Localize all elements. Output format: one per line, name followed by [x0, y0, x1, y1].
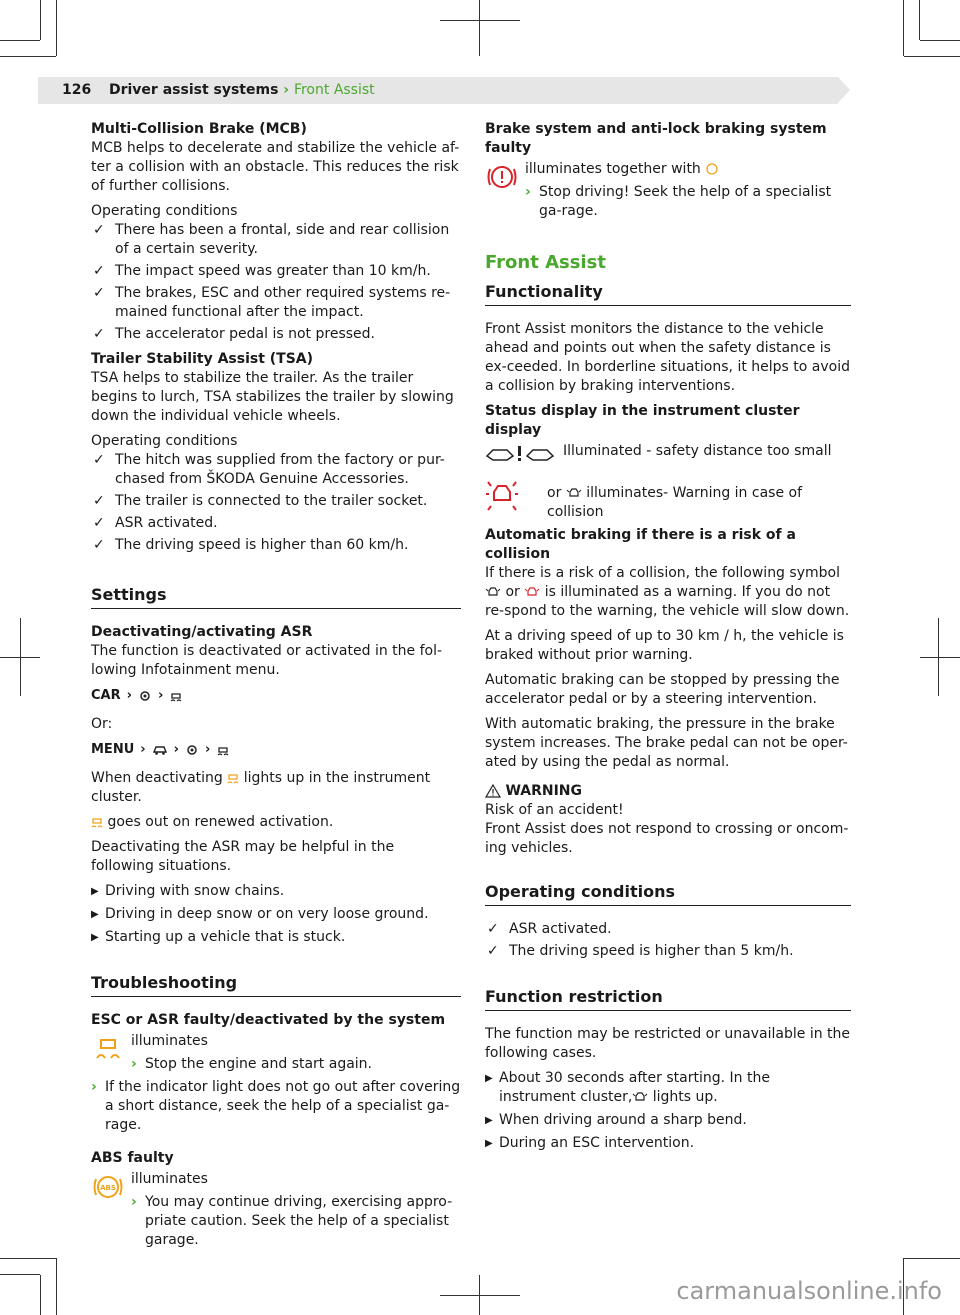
check-text: The accelerator pedal is not pressed. — [115, 326, 375, 342]
operating-conditions-heading: Operating conditions — [485, 882, 851, 906]
esc-action-text: Stop the engine and start again. — [145, 1056, 373, 1072]
deactivate-text-after: lights up in the instrument cluster. — [91, 770, 431, 805]
settings-cog-icon — [138, 689, 152, 703]
warning-block — [485, 782, 851, 858]
crop-mark — [920, 40, 960, 41]
warning-text-1: Risk of an accident! — [485, 802, 624, 818]
check-text: The driving speed is higher than 5 km/h. — [509, 943, 794, 959]
brake-illuminates-text: illuminates together with — [525, 161, 701, 177]
status-collision-text: illuminates- Warning in case of collision — [547, 485, 803, 520]
auto-braking-text-1: If there is a risk of a collision, the following symbol — [485, 565, 840, 581]
esc-action — [131, 1055, 461, 1074]
left-column — [91, 120, 461, 1254]
asr-title: Deactivating/activating ASR — [91, 624, 313, 640]
abs-fault-title: ABS faulty — [91, 1150, 174, 1166]
restriction-text: The function may be restricted or unavailable in the following cases. — [485, 1026, 851, 1061]
arrow-bullet-icon: › — [525, 184, 531, 200]
esc-indicator-row — [91, 1032, 461, 1074]
vehicle-icon — [152, 743, 168, 757]
abs-small-icon — [705, 162, 719, 176]
arrow-bullet-icon: › — [91, 1079, 97, 1095]
breadcrumb-topic[interactable]: Front Assist — [293, 82, 375, 98]
check-item — [91, 262, 461, 281]
crop-mark — [920, 657, 960, 658]
check-text: The hitch was supplied from the factory or pur-chased from ŠKODA Genuine Accessories. — [115, 452, 445, 487]
crop-mark — [56, 0, 57, 56]
check-item — [485, 920, 851, 939]
triangle-bullet-icon: ▶ — [485, 1115, 493, 1126]
abs-illuminates: illuminates — [131, 1171, 208, 1187]
list-item — [91, 905, 461, 924]
collision-warning-icon — [485, 585, 501, 599]
warning-title: WARNING — [505, 783, 583, 799]
status-distance-text: Illuminated - safety distance too small — [563, 443, 832, 459]
triangle-bullet-icon: ▶ — [485, 1073, 493, 1084]
triangle-bullet-icon: ▶ — [91, 886, 99, 897]
troubleshooting-heading: Troubleshooting — [91, 973, 461, 997]
goes-out-label: goes out on renewed activation. — [107, 814, 334, 830]
list-item-text: Driving in deep snow or on very loose ground. — [105, 906, 429, 922]
header-arrow — [838, 77, 850, 103]
check-item — [91, 451, 461, 489]
status-row-collision — [485, 478, 851, 522]
crop-mark — [0, 56, 56, 57]
list-item-text: Driving with snow chains. — [105, 883, 285, 899]
crop-mark — [919, 0, 920, 40]
esc-car-icon — [169, 689, 183, 703]
front-assist-heading: Front Assist — [485, 252, 606, 273]
restriction-item-text-a: About 30 seconds after starting. In the instrument cluster, — [499, 1070, 770, 1105]
check-text: ASR activated. — [115, 515, 218, 531]
auto-braking-text-2: is illuminated as a warning. If you do not re-spond to the warning, the vehicle will slow down. — [485, 584, 850, 619]
crop-mark — [0, 657, 40, 658]
auto-braking-block — [485, 526, 851, 621]
list-item-text: When driving around a sharp bend. — [499, 1112, 747, 1128]
operating-conditions-label: Operating conditions — [91, 433, 238, 449]
arrow-bullet-icon: › — [131, 1056, 137, 1072]
page-number: 126 — [62, 82, 92, 98]
check-text: The impact speed was greater than 10 km/h. — [115, 263, 431, 279]
triangle-bullet-icon: ▶ — [485, 1138, 493, 1149]
function-restriction-heading: Function restriction — [485, 987, 851, 1011]
settings-heading: Settings — [91, 585, 461, 609]
check-item — [91, 492, 461, 511]
check-item — [91, 514, 461, 533]
crop-mark — [56, 1258, 57, 1315]
crop-mark — [40, 1275, 41, 1315]
brake-action — [525, 183, 851, 221]
list-item — [485, 1069, 851, 1107]
check-icon: ✓ — [487, 921, 499, 937]
esc-warning-icon — [91, 1032, 125, 1066]
warning-text-2: Front Assist does not respond to crossing or oncom-ing vehicles. — [485, 821, 849, 856]
check-icon: ✓ — [93, 222, 105, 238]
list-item — [91, 928, 461, 947]
crop-mark — [0, 1274, 40, 1275]
list-item — [485, 1134, 851, 1153]
distance-warning-icon — [485, 442, 555, 468]
menu-separator: › — [157, 688, 164, 703]
check-item — [91, 536, 461, 555]
esc-off-amber-icon — [227, 771, 239, 785]
mcb-text: MCB helps to decelerate and stabilize the vehicle af-ter a collision with an obstacle. This reduces the risk of further collisions. — [91, 140, 460, 194]
mcb-title: Multi-Collision Brake (MCB) — [91, 121, 307, 137]
settings-cog-icon — [185, 743, 199, 757]
crop-mark — [0, 1258, 56, 1259]
deactivate-text — [91, 769, 461, 807]
brake-indicator-row — [485, 160, 851, 221]
abs-warning-icon — [91, 1170, 125, 1204]
check-text: The brakes, ESC and other required systems re-mained functional after the impact. — [115, 285, 451, 320]
tsa-text: TSA helps to stabilize the trailer. As the trailer begins to lurch, TSA stabilizes the trailer by slowing down the individual vehicle wheels. — [91, 370, 454, 424]
list-item-text: During an ESC intervention. — [499, 1135, 695, 1151]
crop-mark — [440, 1295, 520, 1296]
esc-car-icon — [216, 743, 230, 757]
auto-braking-p3: Automatic braking can be stopped by pressing the accelerator pedal or by a steering intervention. — [485, 672, 840, 707]
esc-action-2-text: If the indicator light does not go out after covering a short distance, seek the help of a specialist ga-rage. — [105, 1079, 461, 1133]
check-icon: ✓ — [487, 943, 499, 959]
tsa-title: Trailer Stability Assist (TSA) — [91, 351, 314, 367]
collision-warning-red-icon — [524, 585, 540, 599]
triangle-bullet-icon: ▶ — [91, 932, 99, 943]
check-text: The driving speed is higher than 60 km/h. — [115, 537, 409, 553]
auto-braking-or: or — [505, 584, 520, 600]
menu-path-menu — [91, 740, 461, 759]
check-text: ASR activated. — [509, 921, 612, 937]
esc-fault-title: ESC or ASR faulty/deactivated by the system — [91, 1012, 446, 1028]
collision-warning-red-icon — [485, 478, 519, 512]
menu-button-label[interactable]: MENU — [91, 742, 135, 757]
triangle-bullet-icon: ▶ — [91, 909, 99, 920]
or-label: Or: — [91, 716, 113, 732]
check-item — [91, 221, 461, 259]
crop-mark — [440, 20, 520, 21]
breadcrumb-separator: › — [283, 82, 290, 98]
auto-braking-p4: With automatic braking, the pressure in the brake system increases. The brake pedal can not be oper-ated by using the pedal as normal. — [485, 716, 848, 770]
menu-separator: › — [204, 742, 211, 757]
car-button-label[interactable]: CAR — [91, 688, 121, 703]
crop-mark — [0, 40, 40, 41]
auto-braking-p2: At a driving speed of up to 30 km / h, the vehicle is braked without prior warning. — [485, 628, 844, 663]
abs-indicator-row — [91, 1170, 461, 1250]
check-item — [91, 284, 461, 322]
asr-block — [91, 623, 461, 680]
check-icon: ✓ — [93, 537, 105, 553]
crop-mark — [904, 1258, 960, 1259]
menu-separator: › — [126, 688, 132, 703]
tsa-block — [91, 350, 461, 426]
check-text: There has been a frontal, side and rear collision of a certain severity. — [115, 222, 450, 257]
esc-illuminates: illuminates — [131, 1033, 208, 1049]
check-text: The trailer is connected to the trailer socket. — [115, 493, 428, 509]
crop-mark — [903, 0, 904, 56]
helpful-text: Deactivating the ASR may be helpful in the following situations. — [91, 839, 395, 874]
page-header — [62, 81, 375, 100]
warning-triangle-icon — [485, 784, 501, 798]
esc-action-2 — [91, 1078, 461, 1135]
brake-illuminates — [525, 160, 851, 179]
functionality-heading: Functionality — [485, 282, 851, 306]
check-item — [91, 325, 461, 344]
watermark[interactable]: carmanualsonline.info — [676, 1277, 942, 1305]
check-icon: ✓ — [93, 326, 105, 342]
check-icon: ✓ — [93, 515, 105, 531]
brake-fault-title: Brake system and anti-lock braking system faulty — [485, 121, 827, 156]
functionality-text: Front Assist monitors the distance to the vehicle ahead and points out when the safety distance is ex-ceeded. In borderline situations, it helps to avoid a collision by braking interventions. — [485, 321, 850, 394]
goes-out-text — [91, 813, 461, 832]
mcb-block — [91, 120, 461, 196]
esc-off-amber-icon — [91, 815, 103, 829]
list-item-text: Starting up a vehicle that is stuck. — [105, 929, 346, 945]
restriction-item-text-b: lights up. — [652, 1089, 718, 1105]
check-icon: ✓ — [93, 493, 105, 509]
brake-warning-icon — [485, 160, 519, 194]
crop-mark — [479, 0, 480, 56]
brake-action-text: Stop driving! Seek the help of a specialist ga-rage. — [539, 184, 832, 219]
check-icon: ✓ — [93, 285, 105, 301]
check-item — [485, 942, 851, 961]
auto-braking-title: Automatic braking if there is a risk of a collision — [485, 527, 796, 562]
svg-text:ABS: ABS — [100, 1184, 116, 1192]
operating-conditions-label: Operating conditions — [91, 203, 238, 219]
breadcrumb-section[interactable]: Driver assist systems — [108, 82, 279, 98]
arrow-bullet-icon: › — [131, 1194, 137, 1210]
menu-separator: › — [140, 742, 146, 757]
crop-mark — [40, 0, 41, 40]
status-display-title: Status display in the instrument cluster display — [485, 403, 800, 438]
list-item — [485, 1111, 851, 1130]
abs-action — [131, 1193, 461, 1250]
abs-action-text: You may continue driving, exercising appro-priate caution. Seek the help of a specialist garage. — [145, 1194, 453, 1248]
deactivate-text-before: When deactivating — [91, 770, 223, 786]
collision-warning-icon — [566, 486, 582, 500]
menu-separator: › — [173, 742, 179, 757]
menu-path-car — [91, 686, 461, 705]
list-item — [91, 882, 461, 901]
collision-warning-icon — [632, 1090, 648, 1104]
check-icon: ✓ — [93, 452, 105, 468]
status-row-distance — [485, 442, 851, 474]
asr-text: The function is deactivated or activated in the fol-lowing Infotainment menu. — [91, 643, 443, 678]
status-or: or — [547, 485, 562, 501]
right-column — [485, 120, 851, 1157]
check-icon: ✓ — [93, 263, 105, 279]
crop-mark — [904, 56, 960, 57]
